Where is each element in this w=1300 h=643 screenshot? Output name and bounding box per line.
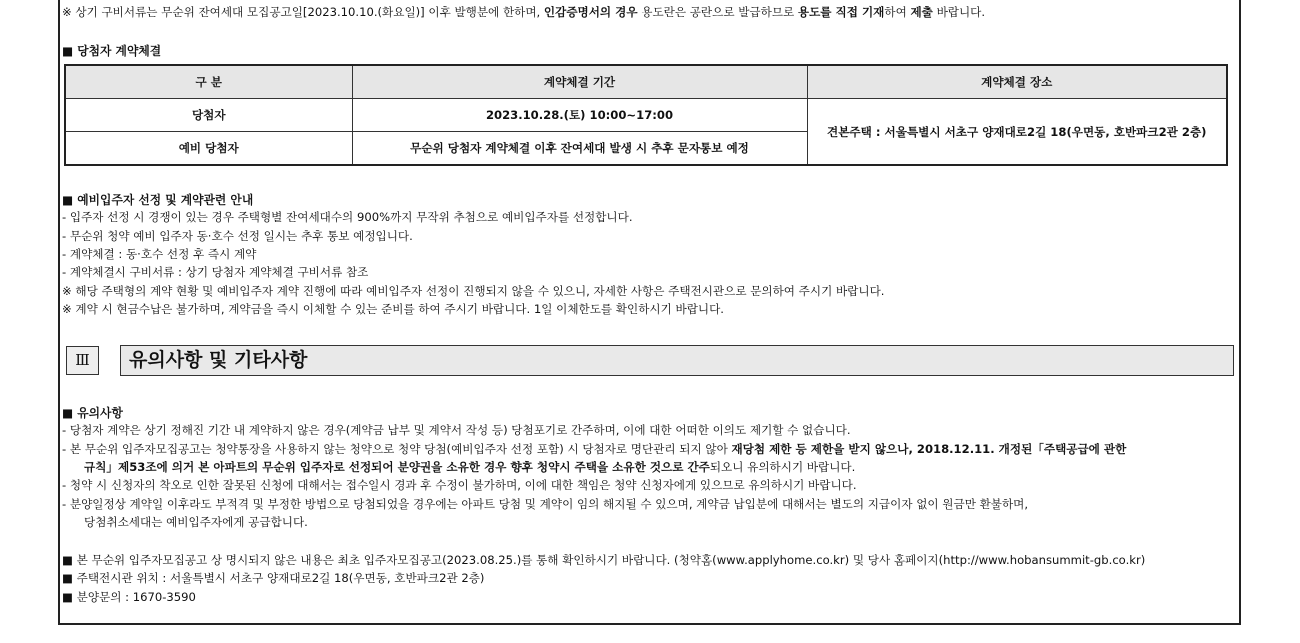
reserve-line: - 무순위 청약 예비 입주자 동·호수 선정 일시는 추후 통보 예정입니다. bbox=[62, 229, 413, 243]
header-category: 구 분 bbox=[65, 65, 352, 99]
caution-line bbox=[62, 441, 1126, 457]
header-location: 계약체결 장소 bbox=[807, 65, 1227, 99]
top-note-bold-seal: 인감증명서의 경우 bbox=[543, 5, 638, 19]
caution-section-heading: ■ 유의사항 bbox=[62, 406, 123, 420]
contract-location: 견본주택 : 서울특별시 서초구 양재대로2길 18(우면동, 호반파크2관 2층) bbox=[807, 99, 1227, 166]
table-row bbox=[65, 99, 1227, 132]
caution-line: - 분양일정상 계약일 이후라도 부적격 및 부정한 방법으로 당첨되었을 경우에는 아파트 당첨 및 계약이 임의 해지될 수 있으며, 계약금 납입분에 대해서는 별도의 지급이자 없이 원금만 환불하며, bbox=[62, 497, 1029, 511]
reserve-line: - 계약체결시 구비서류 : 상기 당첨자 계약체결 구비서류 참조 bbox=[62, 265, 369, 279]
reserve-line: ※ 해당 주택형의 계약 현황 및 예비입주자 계약 진행에 따라 예비입주자 선정이 진행되지 않을 수 있으니, 자세한 사항은 주택전시관으로 문의하여 주시기 바랍니다. bbox=[62, 284, 885, 298]
top-note-bold-submit: 제출 bbox=[910, 5, 933, 19]
contract-table-header bbox=[65, 65, 1227, 99]
footer-line: ■ 분양문의 : 1670-3590 bbox=[62, 590, 196, 604]
reserve-section-heading: ■ 예비입주자 선정 및 계약관련 안내 bbox=[62, 193, 254, 207]
top-note bbox=[62, 4, 985, 20]
caution-line bbox=[62, 459, 855, 475]
top-note-bold-usage: 용도를 직접 기재 bbox=[797, 5, 885, 19]
top-note-text: ※ 상기 구비서류는 무순위 잔여세대 모집공고일[2023.10.10.(화요일)] 이후 발행분에 한하며, bbox=[62, 5, 544, 19]
contract-section-heading: ■ 당첨자 계약체결 bbox=[62, 44, 162, 58]
row-category: 예비 당첨자 bbox=[65, 132, 352, 166]
row-period: 2023.10.28.(토) 10:00~17:00 bbox=[352, 99, 807, 132]
reserve-line: - 입주자 선정 시 경쟁이 있는 경우 주택형별 잔여세대수의 900%까지 무작위 추첨으로 예비입주자를 선정합니다. bbox=[62, 210, 633, 224]
chapter-title: 유의사항 및 기타사항 bbox=[120, 345, 1234, 376]
footer-line: ■ 본 무순위 입주자모집공고 상 명시되지 않은 내용은 최초 입주자모집공고(2023.08.25.)를 통해 확인하시기 바랍니다. (청약홈(www.applyhome.co.kr) 및 당사 홈페이지(http://www.hobansummit-gb.co.kr) bbox=[62, 553, 1146, 567]
top-note-text-2: 용도란은 공란으로 발급하므로 bbox=[637, 5, 798, 19]
top-note-text-3: 하여 bbox=[884, 5, 911, 19]
caution-line: - 청약 시 신청자의 착오로 인한 잘못된 신청에 대해서는 접수일시 경과 후 수정이 불가하며, 이에 대한 책임은 청약 신청자에게 있으므로 유의하시기 바랍니다. bbox=[62, 478, 857, 492]
contract-table bbox=[64, 64, 1228, 166]
reserve-line: ※ 계약 시 현금수납은 불가하며, 계약금을 즉시 이체할 수 있는 준비를 하여 주시기 바랍니다. 1일 이체한도를 확인하시기 바랍니다. bbox=[62, 302, 724, 316]
footer-line: ■ 주택전시관 위치 : 서울특별시 서초구 양재대로2길 18(우면동, 호반파크2관 2층) bbox=[62, 571, 485, 585]
caution-line: - 당첨자 계약은 상기 정해진 기간 내 계약하지 않은 경우(계약금 납부 및 계약서 작성 등) 당첨포기로 간주하며, 이에 대한 어떠한 이의도 제기할 수 없습니다. bbox=[62, 423, 851, 437]
caution-line-bold: 규칙」제53조에 의거 본 아파트의 무순위 입주자로 선정되어 분양권을 소유한 경우 향후 청약시 주택을 소유한 것으로 간주 bbox=[84, 460, 710, 474]
caution-line-bold: 재당첨 제한 등 제한을 받지 않으나, 2018.12.11. 개정된「주택공급에 관한 bbox=[731, 442, 1127, 456]
caution-line-text: - 본 무순위 입주자모집공고는 청약통장을 사용하지 않는 청약으로 청약 당첨(예비입주자 선정 포함) 시 당첨자로 명단관리 되지 않아 bbox=[62, 442, 732, 456]
caution-line: 당첨취소세대는 예비입주자에게 공급합니다. bbox=[84, 515, 308, 529]
top-note-text-4: 바랍니다. bbox=[932, 5, 986, 19]
row-period: 무순위 당첨자 계약체결 이후 잔여세대 발생 시 추후 문자통보 예정 bbox=[352, 132, 807, 166]
header-period: 계약체결 기간 bbox=[352, 65, 807, 99]
reserve-line: - 계약체결 : 동·호수 선정 후 즉시 계약 bbox=[62, 247, 257, 261]
row-category: 당첨자 bbox=[65, 99, 352, 132]
caution-line-text: 되오니 유의하시기 바랍니다. bbox=[709, 460, 856, 474]
chapter-numeral: Ⅲ bbox=[66, 346, 99, 375]
